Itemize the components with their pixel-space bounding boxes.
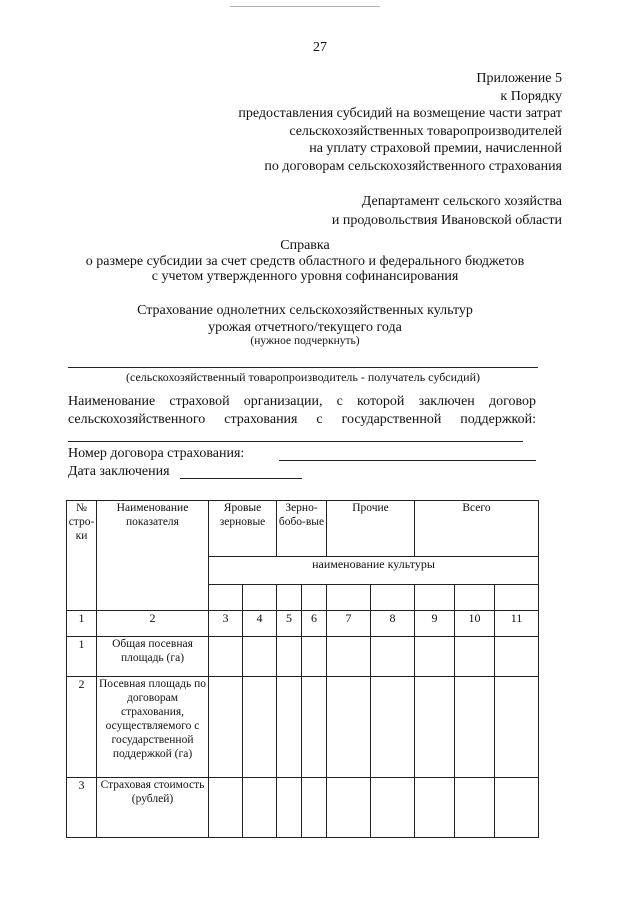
table-row — [67, 637, 539, 677]
subtitle-line: Страхование однолетних сельскохозяйственных культур — [137, 303, 473, 318]
data-cell[interactable] — [243, 778, 277, 838]
row-label: Общая посевная площадь (га) — [97, 637, 209, 677]
data-cell[interactable] — [455, 778, 495, 838]
data-cell[interactable] — [371, 677, 415, 778]
insurer-text-line: сельскохозяйственного страхования с государственной поддержкой: — [68, 412, 536, 427]
annex-line: Приложение 5 — [476, 71, 562, 86]
column-number: 5 — [277, 611, 302, 637]
data-cell[interactable] — [209, 637, 243, 677]
data-cell[interactable] — [455, 637, 495, 677]
crop-name-cell[interactable] — [495, 585, 539, 611]
table-row — [67, 677, 539, 778]
department-block — [332, 192, 562, 230]
data-cell[interactable] — [302, 637, 327, 677]
column-number: 10 — [455, 611, 495, 637]
producer-caption: (сельскохозяйственный товаропроизводитель - получатель субсидий) — [126, 370, 480, 384]
title-line: с учетом утвержденного уровня софинансирования — [151, 269, 459, 284]
column-number: 8 — [371, 611, 415, 637]
data-cell[interactable] — [415, 778, 455, 838]
header-other: Прочие — [327, 501, 415, 557]
data-cell[interactable] — [495, 778, 539, 838]
row-label: Посевная площадь по договорам страхования, осуществляемого с государственной поддержкой (га) — [97, 677, 209, 778]
header-indicator: Наименование показателя — [97, 501, 209, 611]
annex-block — [238, 70, 562, 175]
row-number: 1 — [67, 637, 97, 677]
crop-name-cell[interactable] — [327, 585, 371, 611]
header-row-number: № стро-ки — [67, 501, 97, 611]
header-crop-name: наименование культуры — [209, 557, 539, 585]
header-scan-line — [230, 6, 380, 7]
column-number: 9 — [415, 611, 455, 637]
document-title — [0, 238, 610, 285]
row-number: 2 — [67, 677, 97, 778]
crop-name-cell[interactable] — [415, 585, 455, 611]
data-cell[interactable] — [495, 677, 539, 778]
table-row — [67, 778, 539, 838]
document-subtitle — [0, 302, 610, 336]
crop-name-cell[interactable] — [302, 585, 327, 611]
row-number: 3 — [67, 778, 97, 838]
conclusion-date-label: Дата заключения — [68, 464, 170, 479]
data-cell[interactable] — [327, 677, 371, 778]
data-cell[interactable] — [371, 778, 415, 838]
data-cell[interactable] — [371, 637, 415, 677]
crop-name-cell[interactable] — [455, 585, 495, 611]
title-line: Справка — [280, 238, 330, 253]
conclusion-date-line[interactable] — [180, 478, 302, 479]
department-line: и продовольствия Ивановской области — [331, 213, 562, 228]
page-number: 27 — [313, 40, 327, 55]
data-cell[interactable] — [243, 637, 277, 677]
crop-name-cell[interactable] — [371, 585, 415, 611]
column-number: 1 — [67, 611, 97, 637]
crop-name-cell[interactable] — [277, 585, 302, 611]
insurer-text-line: Наименование страховой организации, с которой заключен договор — [68, 394, 536, 409]
column-number: 4 — [243, 611, 277, 637]
title-line: о размере субсидии за счет средств областного и федерального бюджетов — [85, 253, 525, 269]
data-cell[interactable] — [455, 677, 495, 778]
column-number: 2 — [97, 611, 209, 637]
header-total: Всего — [415, 501, 539, 557]
annex-line: к Порядку — [500, 88, 562, 104]
data-cell[interactable] — [302, 778, 327, 838]
subtitle-line: урожая отчетного/текущего года — [208, 320, 402, 335]
contract-number-line[interactable] — [279, 460, 536, 461]
data-cell[interactable] — [327, 637, 371, 677]
data-cell[interactable] — [495, 637, 539, 677]
data-cell[interactable] — [209, 677, 243, 778]
column-number: 6 — [302, 611, 327, 637]
department-line: Департамент сельского хозяйства — [361, 194, 562, 209]
contract-number-label: Номер договора страхования: — [68, 446, 245, 461]
data-cell[interactable] — [277, 677, 302, 778]
insurer-paragraph — [68, 393, 536, 429]
column-number: 7 — [327, 611, 371, 637]
subsidy-table — [66, 500, 539, 838]
data-cell[interactable] — [415, 677, 455, 778]
header-spring-grains: Яровые зерновые — [209, 501, 277, 557]
producer-name-line[interactable] — [68, 367, 538, 368]
crop-name-cell[interactable] — [243, 585, 277, 611]
annex-line: по договорам сельскохозяйственного страхования — [264, 158, 562, 174]
data-cell[interactable] — [302, 677, 327, 778]
data-cell[interactable] — [415, 637, 455, 677]
underline-note: (нужное подчеркнуть) — [250, 335, 360, 347]
data-cell[interactable] — [327, 778, 371, 838]
row-label: Страховая стоимость (рублей) — [97, 778, 209, 838]
insurer-name-line[interactable] — [68, 441, 523, 442]
data-cell[interactable] — [209, 778, 243, 838]
annex-line: на уплату страховой премии, начисленной — [309, 141, 562, 156]
data-cell[interactable] — [243, 677, 277, 778]
annex-line: предоставления субсидий на возмещение части затрат — [238, 106, 562, 121]
header-grain-legumes: Зерно-бобо-вые — [277, 501, 327, 557]
column-number: 11 — [495, 611, 539, 637]
data-cell[interactable] — [277, 637, 302, 677]
data-cell[interactable] — [277, 778, 302, 838]
crop-name-cell[interactable] — [209, 585, 243, 611]
annex-line: сельскохозяйственных товаропроизводителей — [289, 123, 562, 139]
column-number: 3 — [209, 611, 243, 637]
